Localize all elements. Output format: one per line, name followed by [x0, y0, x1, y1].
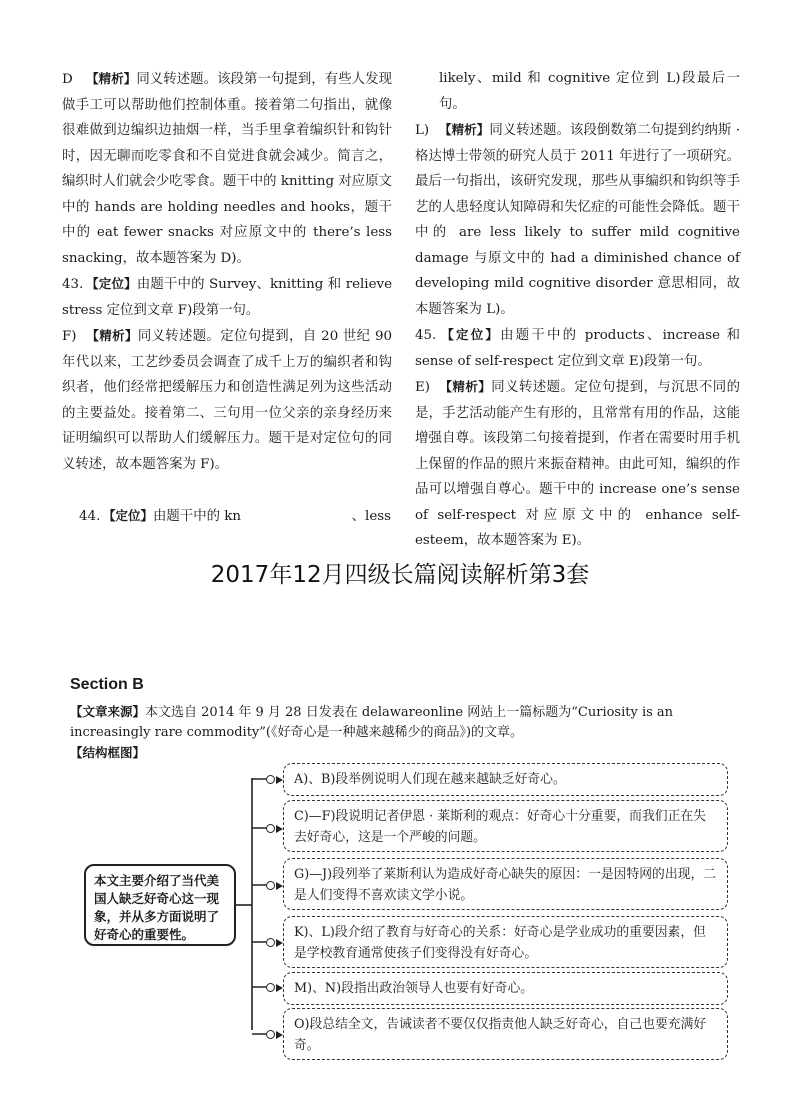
analysis-tag: 【精析】: [439, 122, 490, 137]
entry-text: 同义转述题。该段倒数第二句提到约纳斯 · 格达博士带领的研究人员于 2011 年进行了一项研究。最后一句指出，该研究发现，那些从事编织和钩织等手艺的人患轻度认知障碍和失忆症的可能性会降低。题干中的 are less likely to suffer mild cognitive damage 与原文中的 had a diminished chance of developing mild cognitive disorder 意思相同，故本题答案为 L)。: [415, 123, 740, 317]
entry-label: 44.: [79, 508, 101, 524]
entry-label: E): [415, 380, 430, 395]
source-text: 本文选自 2014 年 9 月 28 日发表在 delawareonline 网站上一篇标题为“Curiosity is an increasingly rare commodity”(《好奇心是一种越来越稀少的商品》)的文章。: [70, 705, 674, 740]
structure-label: 【结构框图】: [70, 745, 146, 760]
entry-text: 由题干中的 Survey、knitting 和 relieve stress 定位到文章 F)段第一句。: [62, 277, 392, 318]
entry-label: D: [62, 72, 73, 87]
page-title: 2017年12月四级长篇阅读解析第3套: [210, 562, 590, 588]
branch-box-4: K)、L)段介绍了教育与好奇心的关系：好奇心是学业成功的重要因素，但是学校教育通常使孩子们变得没有好奇心。: [283, 916, 728, 968]
entry-label: 45.: [415, 328, 437, 343]
entry-text: 同义转述题。定位句提到，自 20 世纪 90 年代以来，工艺纱委员会调查了成千上万的编织者和钩织者，他们经常把缓解压力和创造性满足列为这些活动的主要益处。接着第二、三句用一位父亲的亲身经历来证明编织可以帮助人们缓解压力。题干是对定位句的同义转述，故本题答案为 F)。: [62, 329, 392, 472]
entry-label: F): [62, 329, 77, 344]
entry-label: L): [415, 123, 430, 138]
entry-text: 同义转述题。定位句提到，与沉思不同的是，手艺活动能产生有形的，且常常有用的作品，这能增强自尊。该段第二句接着提到，作者在需要时用手机上保留的作品的照片来振奋精神。由此可知，编织的作品可以增强自尊心。题干中的 increase one’s sense of self-respect 对应原文中的 enhance self-esteem，故本题答案为 E)。: [415, 380, 740, 548]
branch-box-5: M)、N)段指出政治领导人也要有好奇心。: [283, 972, 728, 1005]
entry-text: 由题干中的 products、increase 和 sense of self-respect 定位到文章 E)段第一句。: [415, 328, 740, 369]
source-tag: 【文章来源】: [70, 704, 146, 719]
entry-text: 由题干中的 kn 、less: [153, 508, 392, 524]
section-heading: Section B: [70, 676, 144, 693]
branch-box-1: A)、B)段举例说明人们现在越来越缺乏好奇心。: [283, 763, 728, 796]
entry-label: 43.: [62, 277, 84, 292]
entry-text: likely、mild 和 cognitive 定位到 L)段最后一句。: [439, 71, 740, 112]
locate-tag: 【定位】: [439, 327, 501, 342]
analysis-tag: 【精析】: [86, 328, 138, 343]
entry-text: 同义转述题。该段第一句提到，有些人发现做手工可以帮助他们控制体重。接着第二句指出，就像很难做到边编织边抽烟一样，当手里拿着编织针和钩针时，因无聊而吃零食和不自觉进食就会减少。简言之，编织时人们就会少吃零食。题干中的 knitting 对应原文中的 hands are holding needles and hooks，题干中的 eat fewer snacks 对应原文中的 there’s less snacking，故本题答案为 D)。: [62, 72, 392, 266]
branch-box-2: C)—F)段说明记者伊恩 · 莱斯利的观点：好奇心十分重要，而我们正在失去好奇心，这是一个严峻的问题。: [283, 800, 728, 852]
locate-tag: 【定位】: [103, 507, 154, 523]
main-idea-box: 本文主要介绍了当代美国人缺乏好奇心这一现象，并从多方面说明了好奇心的重要性。: [84, 864, 236, 946]
branch-box-6: O)段总结全文，告诫读者不要仅仅指责他人缺乏好奇心，自己也要充满好奇。: [283, 1008, 728, 1060]
branch-box-3: G)—J)段列举了莱斯利认为造成好奇心缺失的原因：一是因特网的出现，二是人们变得不喜欢读文学小说。: [283, 858, 728, 910]
locate-tag: 【定位】: [86, 276, 137, 291]
analysis-tag: 【精析】: [86, 71, 137, 86]
analysis-tag: 【精析】: [439, 379, 492, 394]
